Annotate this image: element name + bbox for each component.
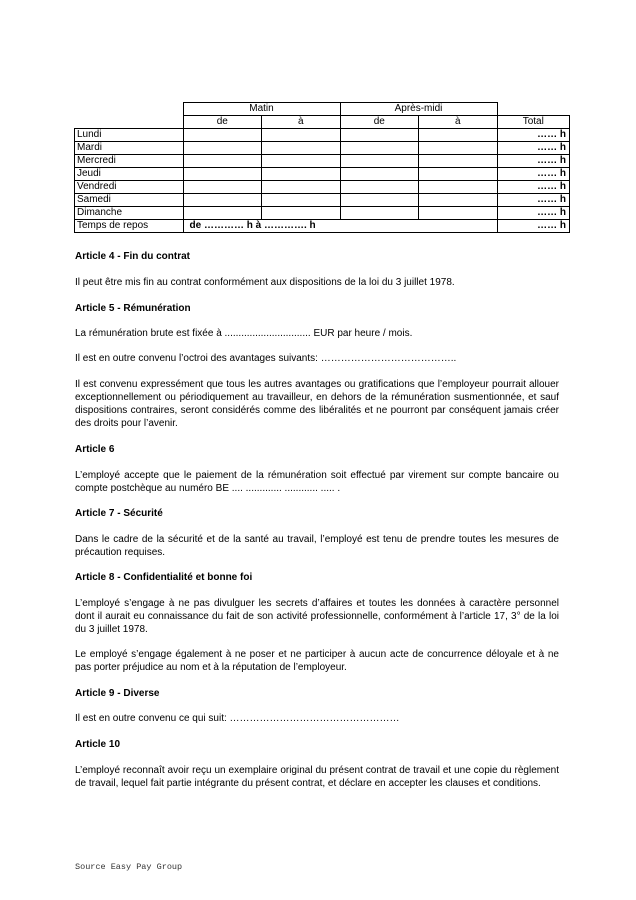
repos-total: …… h — [497, 220, 570, 233]
day-label: Vendredi — [75, 181, 184, 194]
table-row — [75, 168, 570, 181]
table-row — [75, 207, 570, 220]
schedule-table — [74, 102, 570, 233]
subheader-a-apres-midi: à — [419, 116, 498, 129]
table-row — [75, 142, 570, 155]
day-label: Lundi — [75, 129, 184, 142]
subheader-de-matin: de — [183, 116, 262, 129]
day-label: Dimanche — [75, 207, 184, 220]
header-matin: Matin — [183, 103, 340, 116]
day-label: Jeudi — [75, 168, 184, 181]
article-5-p3: Il est convenu expressément que tous les autres avantages ou gratifications que l’employeur pourrait allouer exceptionnellement ou périodiquement au travailleur, en dehors de la rémunération susmentionnée, et sauf dispositions contraires, seront considérés comme des libéralités et ne pourront par conséquent jamais créer des droits pour l’avenir. — [75, 379, 559, 429]
article-6-text: L’employé accepte que le paiement de la rémunération soit effectué par virement sur compte bancaire ou compte postchèque au numéro BE .... ............. ............ ..... . — [75, 470, 559, 494]
table-row-repos — [75, 220, 570, 233]
article-6-title: Article 6 — [75, 444, 115, 455]
repos-label: Temps de repos — [75, 220, 184, 233]
article-7-text: Dans le cadre de la sécurité et de la santé au travail, l’employé est tenu de prendre toutes les mesures de précaution requises. — [75, 534, 559, 558]
article-4-text: Il peut être mis fin au contrat conformément aux dispositions de la loi du 3 juillet 1978. — [75, 277, 455, 288]
header-apres-midi: Après-midi — [340, 103, 497, 116]
table-row — [75, 155, 570, 168]
table-header-row — [75, 103, 570, 116]
day-total: …… h — [497, 194, 570, 207]
table-row — [75, 194, 570, 207]
article-5-p1: La rémunération brute est fixée à ............................... EUR par heure / mois. — [75, 328, 413, 339]
article-10-text: L’employé reconnaît avoir reçu un exemplaire original du présent contrat de travail et une copie du règlement de travail, lequel fait partie intégrante du présent contrat, et déclare en accepter les clauses et conditions. — [75, 765, 559, 789]
article-8-p2: Le employé s’engage également à ne poser et ne participer à aucun acte de concurrence déloyale et à ne pas porter préjudice au nom et à la réputation de l’employeur. — [75, 649, 559, 673]
subheader-total: Total — [497, 116, 570, 129]
article-5-p2: Il est en outre convenu l’octroi des avantages suivants: ………………………………….. — [75, 353, 457, 364]
article-4-title: Article 4 - Fin du contrat — [75, 251, 191, 262]
day-total: …… h — [497, 168, 570, 181]
day-total: …… h — [497, 142, 570, 155]
article-5-title: Article 5 - Rémunération — [75, 303, 191, 314]
article-9-title: Article 9 - Diverse — [75, 688, 160, 699]
article-10-title: Article 10 — [75, 739, 121, 750]
day-total: …… h — [497, 207, 570, 220]
day-label: Mardi — [75, 142, 184, 155]
subheader-de-apres-midi: de — [340, 116, 419, 129]
day-total: …… h — [497, 181, 570, 194]
table-row — [75, 129, 570, 142]
article-7-title: Article 7 - Sécurité — [75, 508, 163, 519]
day-label: Samedi — [75, 194, 184, 207]
table-subheader-row — [75, 116, 570, 129]
article-8-p1: L’employé s’engage à ne pas divulguer les secrets d’affaires et toutes les données à caractère personnel dont il aurait eu connaissance du fait de son activité professionnelle, conformément à l’article 17, 3° de la loi du 3 juillet 1978. — [75, 598, 559, 635]
subheader-a-matin: à — [262, 116, 341, 129]
article-9-text: Il est en outre convenu ce qui suit: …………………………………………… — [75, 713, 400, 724]
day-total: …… h — [497, 155, 570, 168]
table-row — [75, 181, 570, 194]
article-8-title: Article 8 - Confidentialité et bonne foi — [75, 572, 253, 583]
day-total: …… h — [497, 129, 570, 142]
footer-source: Source Easy Pay Group — [75, 862, 183, 872]
repos-range: de ………… h à …………. h — [183, 220, 497, 233]
day-label: Mercredi — [75, 155, 184, 168]
